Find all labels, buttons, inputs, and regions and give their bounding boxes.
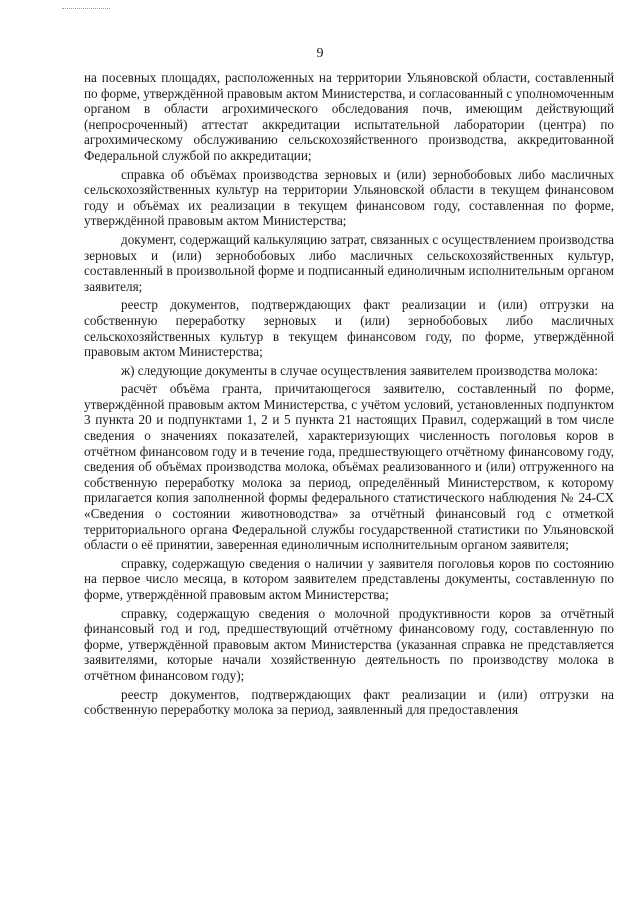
scan-artifact — [62, 8, 110, 12]
document-body — [84, 70, 614, 718]
paragraph-cost-calculation: документ, содержащий калькуляцию затрат, связанных с осуществлением производства зерновых и (или) зернобобовых либо масличных сельскохозяйственных культур, составленный в произвольной форме и подписанный единоличным исполнительным органом заявителя; — [84, 231, 614, 294]
paragraph-milk-productivity-certificate: справку, содержащую сведения о молочной продуктивности коров за отчётный финансовый год и год, предшествующий отчётному финансовому году, составленную по форме, утверждённой правовым актом Министерства (указанная справка не представляется заявителями, которые начали хозяйственную деятельность по производству молока в отчётном финансовом году); — [84, 605, 614, 683]
paragraph-grain-sales-register: реестр документов, подтверждающих факт реализации и (или) отгрузки на собственную переработку зерновых и (или) зернобобовых либо масличных сельскохозяйственных культур в текущем финансовом году, по форме, утверждённой правовым актом Министерства; — [84, 297, 614, 360]
page-number: 9 — [316, 46, 324, 61]
paragraph-item-zh-heading: ж) следующие документы в случае осуществления заявителем производства молока: — [121, 362, 599, 378]
paragraph-cow-count-certificate: справку, содержащую сведения о наличии у заявителя поголовья коров по состоянию на первое число месяца, в котором заявителем представлены документы, составленную по форме, утверждённой правовым актом Министерства; — [84, 555, 614, 602]
paragraph-continuation: на посевных площадях, расположенных на территории Ульяновской области, составленный по форме, утверждённой правовым актом Министерства, и согласованный с уполномоченным органом в области агрохимического обследования почв, имеющим действующий (непросроченный) аттестат аккредитации испытательной лаборатории (центра) по агрохимическому обслуживанию сельскохозяйственного производства, аккредитованной Федеральной службой по аккредитации; — [84, 70, 614, 163]
paragraph-grant-calculation: расчёт объёма гранта, причитающегося заявителю, составленный по форме, утверждённой правовым актом Министерства, с учётом условий, установленных подпунктом 3 пункта 20 и подпунктами 1, 2 и 5 пункта 21 настоящих Правил, содержащий в том числе сведения о значениях показателей, характеризующих численность поголовья коров в отчётном финансовом году и в течение года, предшествующего отчётному финансовому году, сведения об объёмах производства молока, объёмах реализованного и (или) отгруженного на собственную переработку молока за период, определённый Министерством, к которому прилагается копия заполненной формы федерального статистического наблюдения № 24-СХ «Сведения о состоянии животноводства» за отчётный финансовый год с отметкой территориального органа Федеральной службы государственной статистики по Ульяновской области о её принятии, заверенная единоличным исполнительным органом заявителя; — [84, 381, 614, 553]
paragraph-grain-volume-certificate: справка об объёмах производства зерновых и (или) зернобобовых либо масличных сельскохозяйственных культур на территории Ульяновской области в текущем финансовом году и объёмах их реализации в текущем финансовом году, составленная по форме, утверждённой правовым актом Министерства; — [84, 166, 614, 229]
paragraph-milk-sales-register: реестр документов, подтверждающих факт реализации и (или) отгрузки на собственную переработку молока за период, заявленный для предоставления — [84, 686, 614, 718]
